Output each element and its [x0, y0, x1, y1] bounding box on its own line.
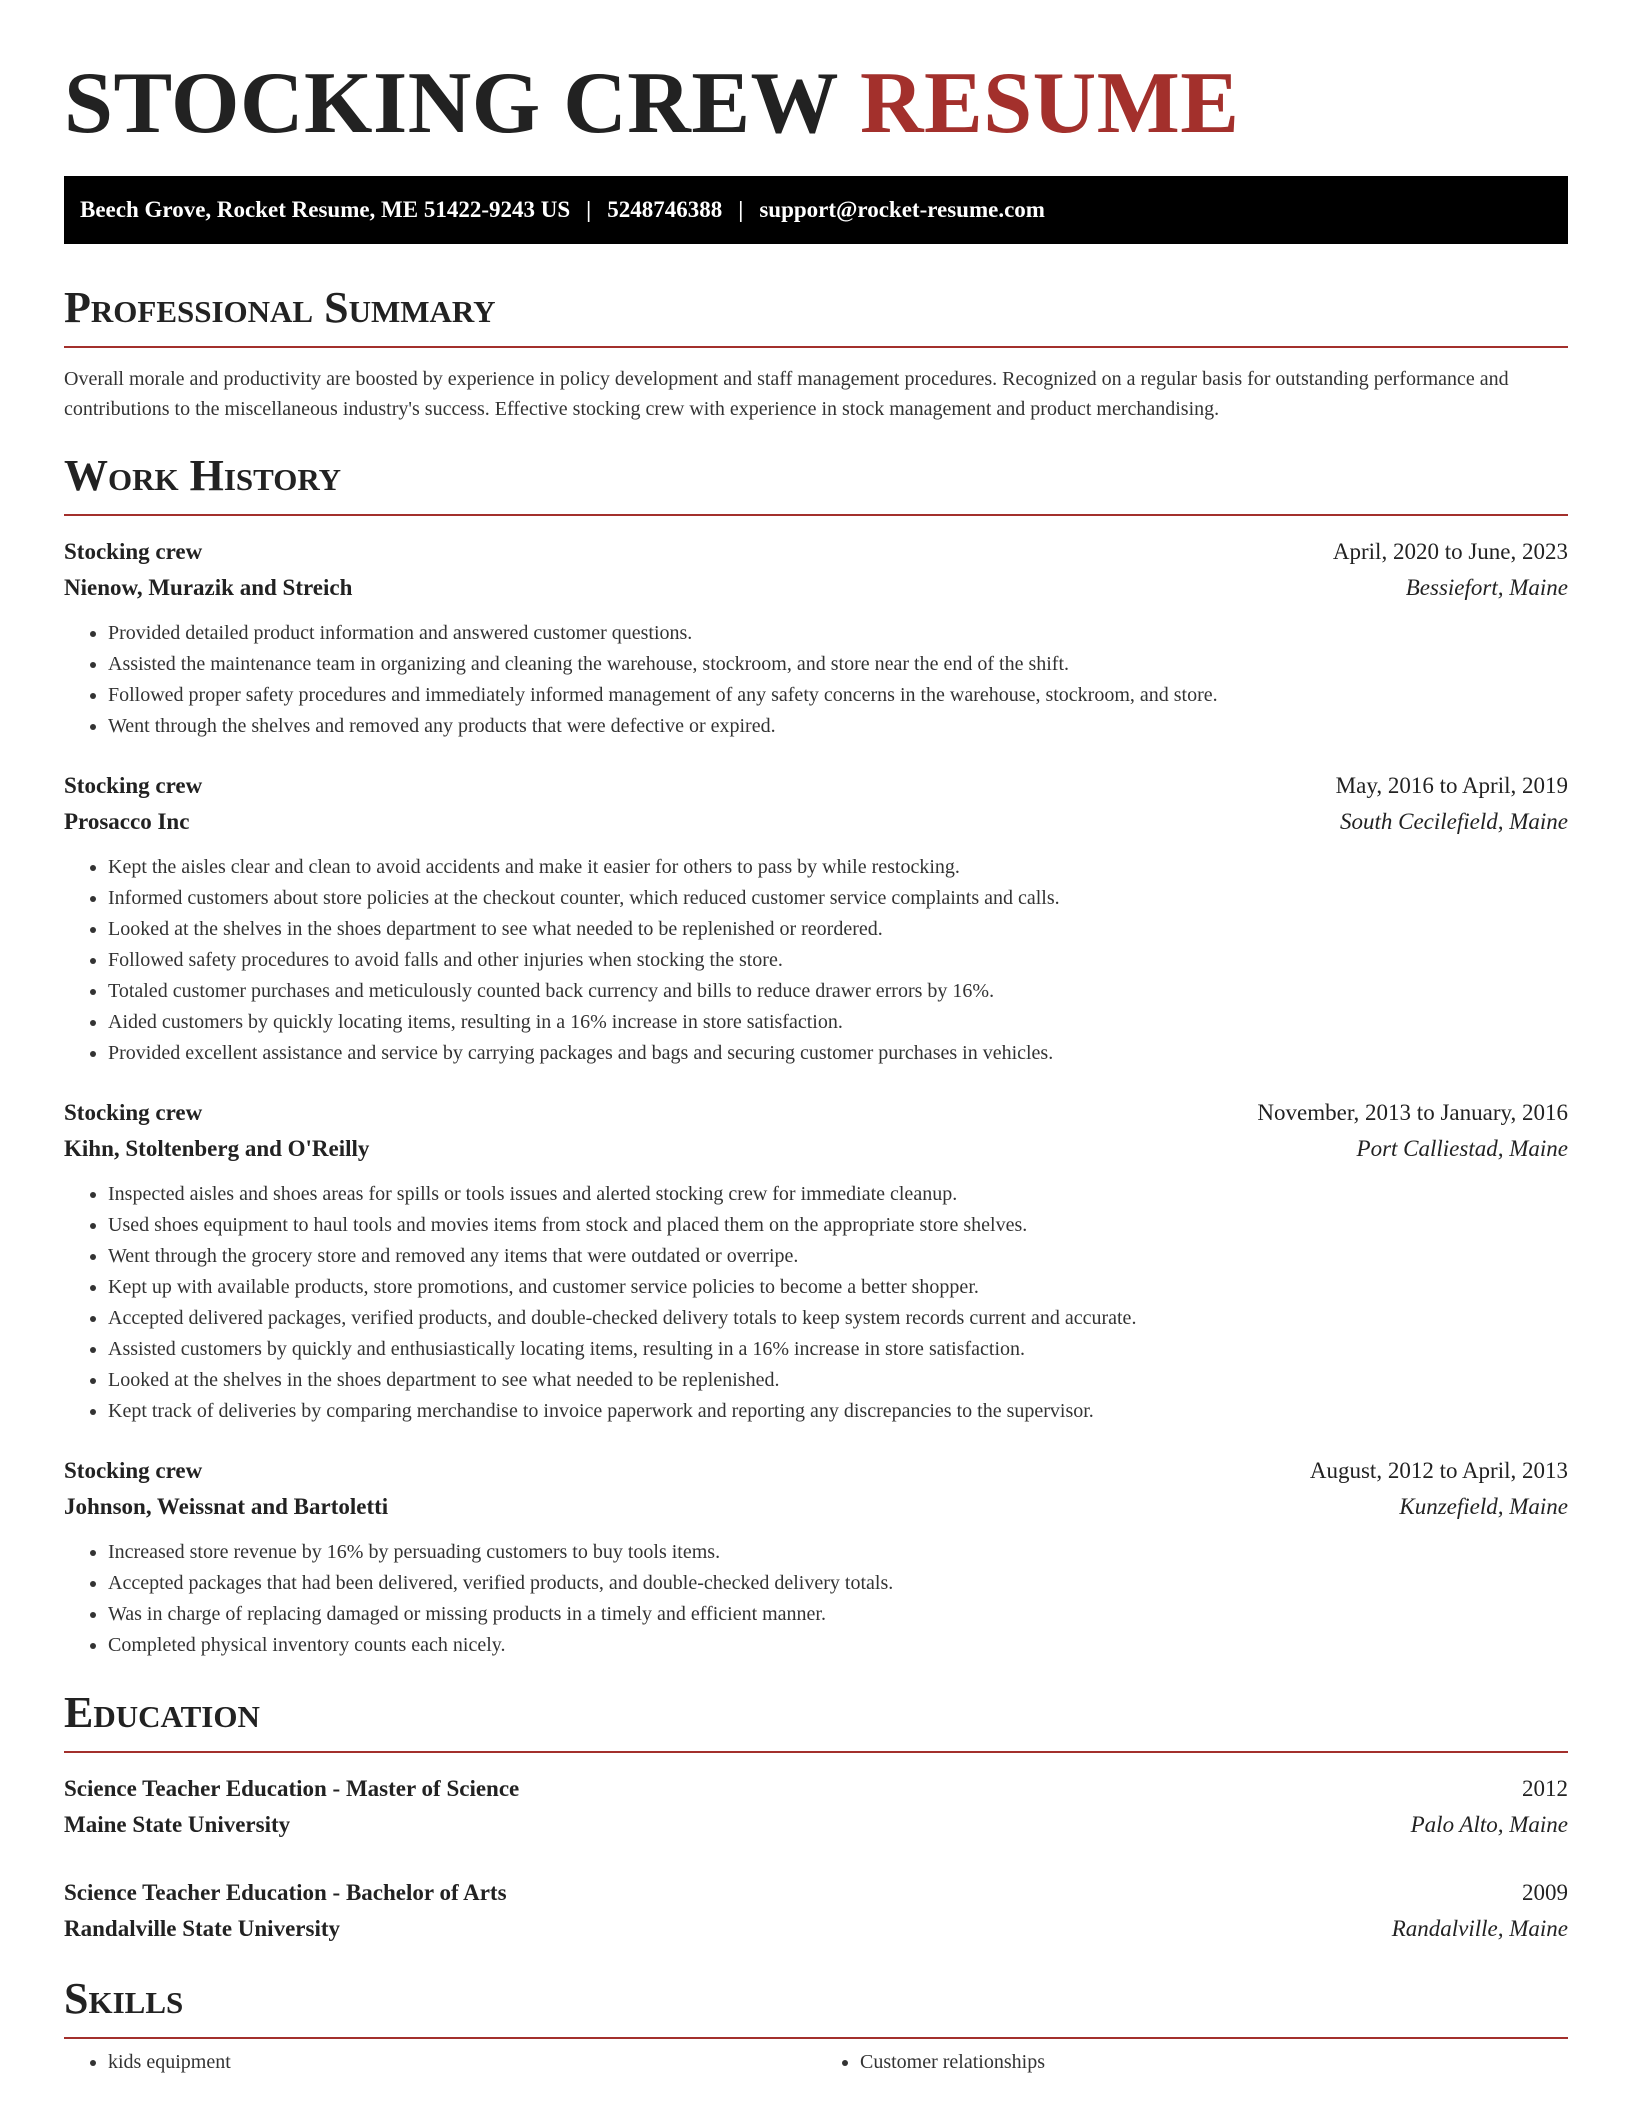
job-title-row [64, 1095, 1568, 1131]
job-company-row [64, 804, 1568, 840]
job-duty: • Provided excellent assistance and service by carrying packages and bags and securing customer purchases in vehicles. [108, 1038, 1568, 1069]
contact-bar [64, 176, 1568, 244]
job-title-row [64, 534, 1568, 570]
job-dates: August, 2012 to April, 2013 [1309, 1458, 1568, 1483]
job-duty: • Completed physical inventory counts each nicely. [108, 1630, 1568, 1661]
education-entry [64, 1875, 1568, 1947]
skill-item: • Customer relationships [860, 2047, 1568, 2078]
job-duty: • Went through the grocery store and removed any items that were outdated or overripe. [108, 1241, 1568, 1272]
job-duties-list [64, 618, 1568, 742]
skills-list-left [64, 2047, 816, 2078]
section-divider [64, 2037, 1568, 2039]
section-heading-skills: Skills [64, 1974, 184, 2023]
education-school-row [64, 1807, 1568, 1843]
job-location: Kunzefield, Maine [1399, 1494, 1568, 1519]
job-duty: • Kept track of deliveries by comparing merchandise to invoice paperwork and reporting any discrepancies to the supervisor. [108, 1396, 1568, 1427]
job-company-row [64, 570, 1568, 606]
education-school: Maine State University [64, 1812, 291, 1837]
job-duty: • Looked at the shelves in the shoes department to see what needed to be replenished. [108, 1365, 1568, 1396]
job-duty: • Used shoes equipment to haul tools and movies items from stock and placed them on the appropriate store shelves. [108, 1210, 1568, 1241]
job-company-row [64, 1489, 1568, 1525]
job-location: Port Calliestad, Maine [1356, 1136, 1568, 1161]
skills-section [64, 1973, 1568, 2078]
section-divider [64, 514, 1568, 516]
job-duty: • Followed proper safety procedures and immediately informed management of any safety concerns in the warehouse, stockroom, and store. [108, 680, 1568, 711]
job-duties-list [64, 852, 1568, 1069]
job-duty: • Looked at the shelves in the shoes department to see what needed to be replenished or reordered. [108, 914, 1568, 945]
job-dates: November, 2013 to January, 2016 [1257, 1100, 1568, 1125]
education-section [64, 1687, 1568, 1947]
education-degree-row [64, 1875, 1568, 1911]
education-year: 2012 [1522, 1776, 1568, 1801]
job-duty: • Totaled customer purchases and meticulously counted back currency and bills to reduce drawer errors by 16%. [108, 976, 1568, 1007]
job-duty: • Aided customers by quickly locating items, resulting in a 16% increase in store satisfaction. [108, 1007, 1568, 1038]
job-entry [64, 1095, 1568, 1427]
job-duty: • Kept the aisles clear and clean to avoid accidents and make it easier for others to pass by while restocking. [108, 852, 1568, 883]
resume-title [64, 0, 1568, 154]
job-duty: • Inspected aisles and shoes areas for spills or tools issues and alerted stocking crew for immediate cleanup. [108, 1179, 1568, 1210]
title-accent: RESUME [859, 55, 1240, 152]
summary-text: Overall morale and productivity are boosted by experience in policy development and staff management procedures. Recognized on a regular basis for outstanding performance and contributions to the miscellaneous industry's success. Effective stocking crew with experience in stock management and product merchandising. [64, 368, 1509, 420]
job-title-row [64, 768, 1568, 804]
job-title-row [64, 1453, 1568, 1489]
section-heading-education: Education [64, 1688, 260, 1737]
job-duty: • Informed customers about store policies at the checkout counter, which reduced customer service complaints and calls. [108, 883, 1568, 914]
job-company: Prosacco Inc [64, 809, 190, 834]
job-company: Kihn, Stoltenberg and O'Reilly [64, 1136, 370, 1161]
job-entry [64, 1453, 1568, 1661]
education-entry [64, 1771, 1568, 1843]
education-location: Palo Alto, Maine [1410, 1812, 1568, 1837]
section-heading-summary: Professional Summary [64, 283, 496, 332]
contact-separator: | [586, 197, 592, 222]
job-company: Nienow, Murazik and Streich [64, 575, 353, 600]
work-history-section [64, 450, 1568, 1661]
job-duty: • Accepted packages that had been delivered, verified products, and double-checked delivery totals. [108, 1568, 1568, 1599]
education-school-row [64, 1911, 1568, 1947]
job-title: Stocking crew [64, 1458, 203, 1483]
education-degree: Science Teacher Education - Master of Science [64, 1776, 520, 1801]
job-duty: • Followed safety procedures to avoid falls and other injuries when stocking the store. [108, 945, 1568, 976]
job-duty: • Went through the shelves and removed any products that were defective or expired. [108, 711, 1568, 742]
job-entry [64, 768, 1568, 1069]
job-dates: April, 2020 to June, 2023 [1332, 539, 1568, 564]
contact-address: Beech Grove, Rocket Resume, ME 51422-9243 US [80, 197, 571, 222]
job-duty: • Provided detailed product information and answered customer questions. [108, 618, 1568, 649]
contact-phone: 5248746388 [607, 197, 723, 222]
job-duty: • Was in charge of replacing damaged or missing products in a timely and efficient manner. [108, 1599, 1568, 1630]
job-duty: • Assisted the maintenance team in organizing and cleaning the warehouse, stockroom, and store near the end of the shift. [108, 649, 1568, 680]
section-divider [64, 346, 1568, 348]
job-duty: • Increased store revenue by 16% by persuading customers to buy tools items. [108, 1537, 1568, 1568]
title-main: STOCKING CREW [64, 55, 838, 152]
education-year: 2009 [1522, 1880, 1568, 1905]
skill-item: • kids equipment [108, 2047, 816, 2078]
job-title: Stocking crew [64, 539, 203, 564]
section-divider [64, 1751, 1568, 1753]
education-location: Randalville, Maine [1391, 1916, 1568, 1941]
job-title: Stocking crew [64, 1100, 203, 1125]
job-location: South Cecilefield, Maine [1339, 809, 1568, 834]
job-company-row [64, 1131, 1568, 1167]
skills-list-right [816, 2047, 1568, 2078]
job-location: Bessiefort, Maine [1405, 575, 1568, 600]
job-title: Stocking crew [64, 773, 203, 798]
job-dates: May, 2016 to April, 2019 [1335, 773, 1568, 798]
contact-email: support@rocket-resume.com [759, 197, 1045, 222]
job-duty: • Assisted customers by quickly and enthusiastically locating items, resulting in a 16% increase in store satisfaction. [108, 1334, 1568, 1365]
contact-separator: | [738, 197, 744, 222]
education-degree: Science Teacher Education - Bachelor of Arts [64, 1880, 507, 1905]
job-company: Johnson, Weissnat and Bartoletti [64, 1494, 389, 1519]
job-entry [64, 534, 1568, 742]
job-duty: • Accepted delivered packages, verified products, and double-checked delivery totals to keep system records current and accurate. [108, 1303, 1568, 1334]
job-duties-list [64, 1179, 1568, 1427]
education-degree-row [64, 1771, 1568, 1807]
education-school: Randalville State University [64, 1916, 340, 1941]
summary-section [64, 282, 1568, 424]
job-duties-list [64, 1537, 1568, 1661]
skills-columns [64, 2047, 1568, 2078]
section-heading-work-history: Work History [64, 451, 342, 500]
job-duty: • Kept up with available products, store promotions, and customer service policies to become a better shopper. [108, 1272, 1568, 1303]
